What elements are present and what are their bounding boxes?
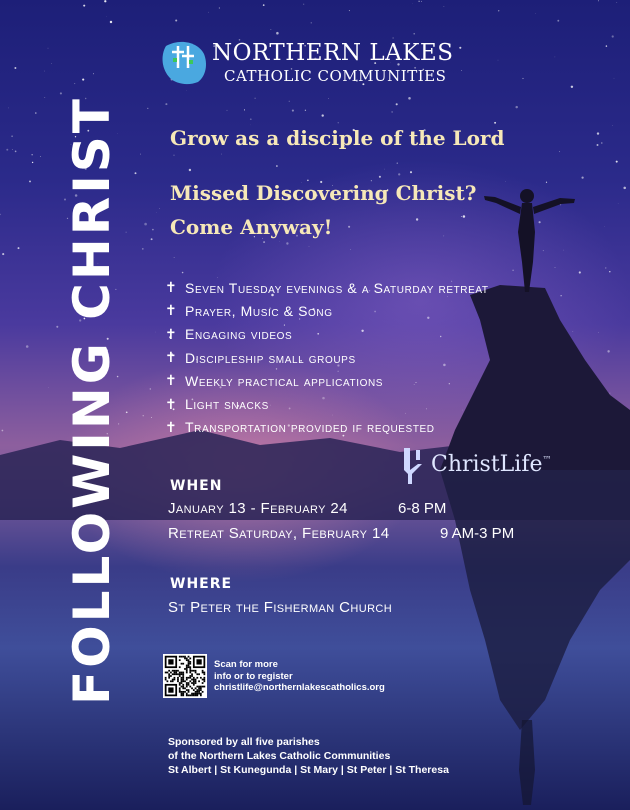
organization-name: NORTHERN LAKES bbox=[212, 40, 454, 66]
list-item: ✝ Light snacks bbox=[165, 395, 269, 413]
cross-icon: ✝ bbox=[165, 302, 178, 319]
qr-code[interactable] bbox=[163, 654, 207, 698]
list-item: ✝ Discipleship small groups bbox=[165, 349, 356, 366]
list-item: ✝ Seven Tuesday evenings & a Saturday retreat bbox=[165, 279, 489, 296]
location: St Peter the Fisherman Church bbox=[168, 599, 393, 616]
christlife-logo-icon bbox=[398, 446, 428, 486]
cross-icon: ✝ bbox=[165, 279, 178, 296]
session-time: 6-8 PM bbox=[398, 500, 447, 517]
list-item: ✝ Transportation provided if requested bbox=[165, 418, 435, 436]
headline-come-anyway: Come Anyway! bbox=[170, 215, 333, 239]
session-dates: January 13 - February 24 bbox=[168, 500, 348, 517]
registration-email[interactable]: christlife@northernlakescatholics.org bbox=[214, 682, 385, 693]
cross-icon: ✝ bbox=[165, 418, 178, 435]
registration-info: Scan for more info or to register christlife@northernlakescatholics.org bbox=[214, 659, 385, 693]
cross-icon: ✝ bbox=[165, 395, 178, 412]
headline-missed: Missed Discovering Christ? bbox=[170, 181, 477, 205]
list-item: ✝ Prayer, Music & Song bbox=[165, 302, 333, 319]
cross-icon: ✝ bbox=[165, 349, 178, 366]
christlife-brand: ChristLife™ bbox=[431, 452, 552, 477]
organization-logo-icon bbox=[158, 36, 210, 88]
retreat-date: Retreat Saturday, February 14 bbox=[168, 525, 390, 542]
vertical-title: FOLLOWING CHRIST bbox=[63, 96, 121, 705]
parish-list: St Albert | St Kunegunda | St Mary | St Peter | St Theresa bbox=[168, 764, 449, 776]
list-item: ✝ Weekly practical applications bbox=[165, 372, 384, 389]
cross-icon: ✝ bbox=[165, 325, 178, 342]
feature-list bbox=[165, 276, 489, 439]
headline-grow: Grow as a disciple of the Lord bbox=[170, 126, 505, 150]
retreat-time: 9 AM-3 PM bbox=[440, 525, 515, 542]
organization-subname: CATHOLIC COMMUNITIES bbox=[224, 67, 447, 85]
cross-icon: ✝ bbox=[165, 372, 178, 389]
list-item: ✝ Engaging videos bbox=[165, 325, 293, 343]
when-label: WHEN bbox=[170, 478, 223, 494]
where-label: WHERE bbox=[170, 576, 233, 592]
sponsor-block: Sponsored by all five parishes of the Northern Lakes Catholic Communities St Albert | St Kunegunda | St Mary | St Peter | St Theresa bbox=[168, 736, 449, 776]
